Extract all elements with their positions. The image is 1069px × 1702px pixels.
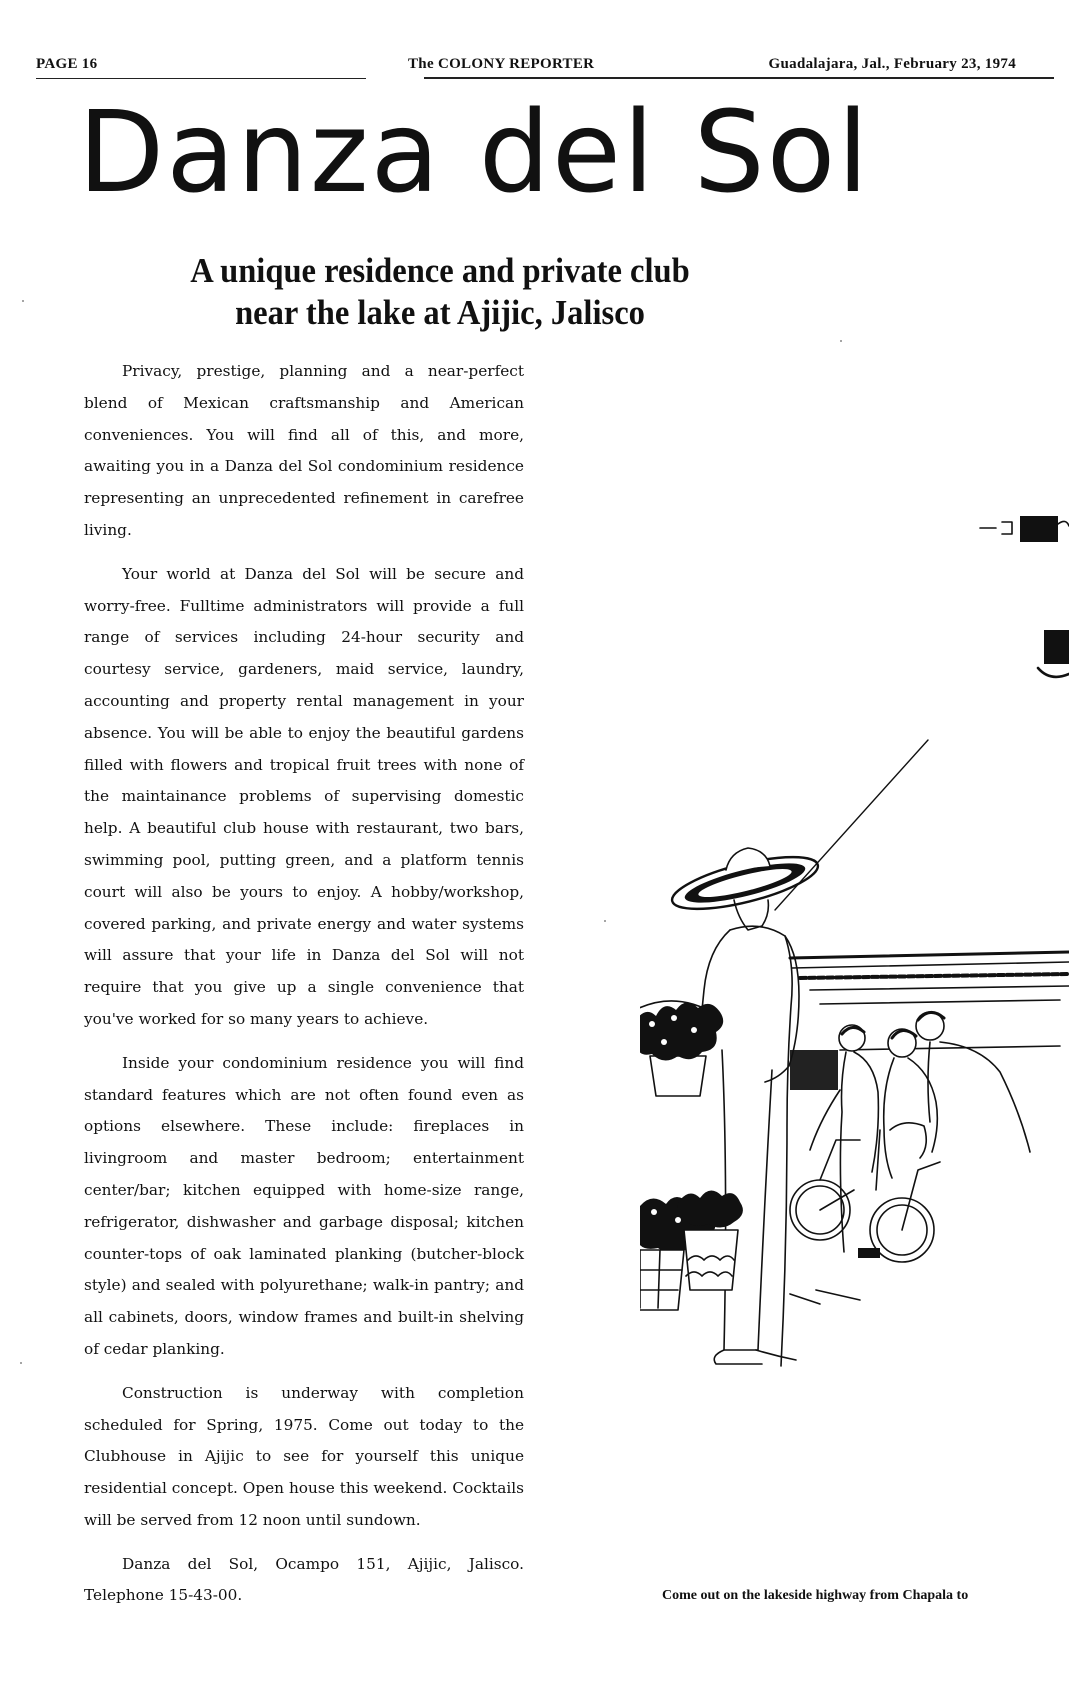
subhead-line-1: A unique residence and private club bbox=[190, 251, 690, 290]
newspaper-name: The COLONY REPORTER bbox=[408, 56, 595, 72]
ground-flower-pots-icon bbox=[640, 1190, 743, 1310]
cropped-sign-icon bbox=[980, 516, 1069, 677]
sketch-illustration-icon bbox=[640, 490, 1069, 1410]
headline: Danza del Sol bbox=[78, 88, 871, 218]
paragraph-features: Inside your condominium residence you will find standard features which are not often found even as options elsewhere. These include: fireplaces in livingroom and master bedroom; entertainment center/bar; kitchen equipped with home-size range, refrigerator, dishwasher and garbage disposal; kitchen counter-tops of oak laminated planking (butcher-block style) and sealed with polyurethane; walk-in pantry; and all cabinets, doors, window frames and built-in shelving of cedar planking. bbox=[84, 1053, 524, 1358]
page-number: PAGE 16 bbox=[36, 56, 98, 72]
print-speck bbox=[22, 300, 24, 302]
masthead-rule-left bbox=[36, 78, 366, 79]
print-speck bbox=[840, 340, 842, 342]
background-person-icon bbox=[916, 1012, 1030, 1152]
paragraph-construction: Construction is underway with completion scheduled for Spring, 1975. Come out today to the Clubhouse in Ajijic to see for yourself this unique residential concept. Open house this weekend. Cocktails will be served from 12 noon until sundown. bbox=[84, 1383, 524, 1529]
print-speck bbox=[20, 1362, 22, 1364]
article-body bbox=[84, 356, 524, 1624]
hanging-flower-basket-icon bbox=[640, 1001, 723, 1096]
paragraph-address: Danza del Sol, Ocampo 151, Ajijic, Jalisco. Telephone 15-43-00. bbox=[84, 1554, 524, 1605]
paragraph-intro: Privacy, prestige, planning and a near-perfect blend of Mexican craftsmanship and American conveniences. You will find all of this, and more, awaiting you in a Danza del Sol condominium residence representing an unprecedented refinement in carefree living. bbox=[84, 362, 524, 539]
masthead-rule-right bbox=[424, 77, 1054, 79]
subhead bbox=[161, 250, 719, 334]
caption: Come out on the lakeside highway from Chapala to bbox=[662, 1588, 969, 1603]
masthead bbox=[36, 52, 1016, 82]
ground-line-icon bbox=[790, 1290, 860, 1304]
paragraph-services: Your world at Danza del Sol will be secure and worry-free. Fulltime administrators will provide a full range of services including 24-hour security and courtesy service, gardeners, maid service, laundry, accounting and property rental management in your absence. You will be able to enjoy the beautiful gardens filled with flowers and tropical fruit trees with none of the maintainance problems of supervising domestic help. A beautiful club house with restaurant, two bars, swimming pool, putting green, and a platform tennis court will also be yours to enjoy. A hobby/workshop, covered parking, and private energy and water systems will assure that your life in Danza del Sol will not require that you give up a single convenience that you've worked for so many years to achieve. bbox=[84, 564, 524, 1028]
dateline: Guadalajara, Jal., February 23, 1974 bbox=[768, 56, 1016, 72]
print-speck bbox=[604, 920, 606, 922]
subhead-line-2: near the lake at Ajijic, Jalisco bbox=[235, 293, 645, 332]
